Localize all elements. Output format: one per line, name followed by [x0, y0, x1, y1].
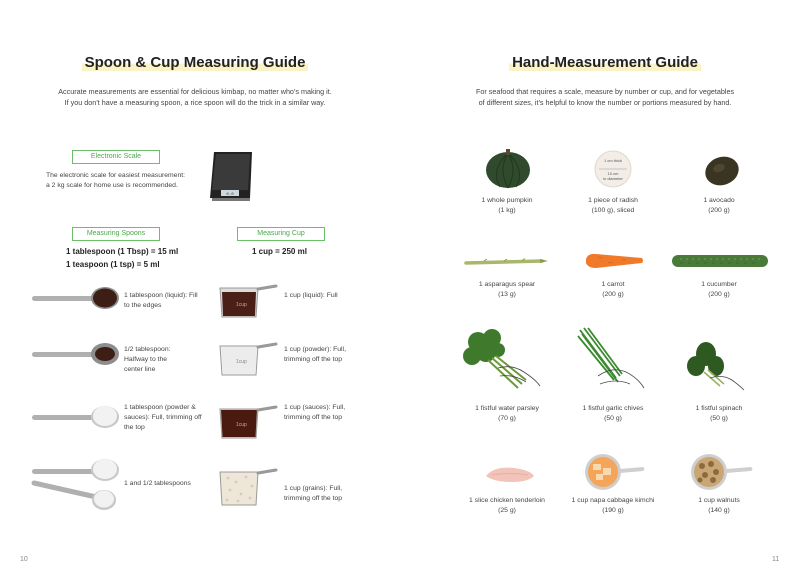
walnuts-cup-icon [689, 452, 755, 492]
cup-grains-icon [216, 468, 278, 508]
radish-slice-icon [594, 150, 632, 188]
svg-text:1cup: 1cup [236, 302, 247, 308]
spoon-liquid-full-icon [30, 285, 122, 313]
avocado-icon [702, 154, 742, 188]
right-page-number: 11 [772, 556, 780, 563]
spinach-caption: 1 fistful spinach (50 g) [695, 405, 743, 422]
spinach-icon [686, 340, 746, 392]
spoon-one-and-half-icon [30, 457, 122, 515]
scale-description: The electronic scale for easiest measurement: a 2 kg scale for home use is recommended. [46, 172, 186, 189]
water-parsley-icon [462, 328, 544, 394]
chicken-tenderloin-caption: 1 slice chicken tenderloin (25 g) [469, 497, 545, 514]
cucumber-caption: 1 cucumber (200 g) [701, 281, 737, 298]
svg-text:1cup: 1cup [236, 359, 247, 365]
measuring-cup-tag: Measuring Cup [237, 227, 325, 241]
cup-powder-icon [216, 342, 278, 378]
garlic-chives-caption: 1 fistful garlic chives (50 g) [582, 405, 644, 422]
avocado-caption: 1 avocado (200 g) [703, 197, 735, 214]
spoon-powder-text: 1 tablespoon (powder & sauces): Full, trimming off the top [124, 404, 202, 431]
chicken-tenderloin-icon [484, 464, 536, 486]
asparagus-icon [464, 256, 550, 268]
left-page-number: 10 [20, 556, 28, 563]
carrot-caption: 1 carrot (200 g) [601, 281, 625, 298]
spoon-powder-icon [30, 403, 122, 431]
measuring-spoons-tag: Measuring Spoons [72, 227, 160, 241]
spoon-one-and-half-text: 1 and 1/2 tablespoons [124, 480, 191, 487]
electronic-scale-tag: Electronic Scale [72, 150, 160, 164]
svg-text:1 cm thick: 1 cm thick [603, 158, 623, 163]
spoon-definitions: 1 tablespoon (1 Tbsp) = 15 ml 1 teaspoon (1 tsp) = 5 ml [66, 247, 179, 269]
spoon-liquid-text: 1 tablespoon (liquid): Fill to the edges [124, 292, 198, 309]
svg-text:1cup: 1cup [236, 422, 247, 428]
left-intro: Accurate measurements are essential for delicious kimbap, no matter who’s making it. If you don’t have a measuring spoon, a rice spoon will do the trick in a similar way. [58, 87, 332, 107]
cup-grains-text: 1 cup (grains): Full, trimming off the top [284, 485, 343, 502]
svg-text:in diameter: in diameter [603, 176, 623, 181]
kimchi-caption: 1 cup napa cabbage kimchi (190 g) [571, 497, 655, 514]
cup-sauces-text: 1 cup (sauces): Full, trimming off the top [284, 404, 346, 421]
cup-sauces-icon [216, 405, 278, 441]
spoon-half-text: 1/2 tablespoon: Halfway to the center line [124, 346, 171, 373]
walnuts-caption: 1 cup walnuts (140 g) [698, 497, 740, 514]
svg-text:10 cm: 10 cm [607, 171, 619, 176]
right-page-title: Hand-Measurement Guide [470, 54, 740, 71]
pumpkin-caption: 1 whole pumpkin (1 kg) [481, 197, 533, 214]
asparagus-caption: 1 asparagus spear (13 g) [478, 281, 536, 298]
left-page-title: Spoon & Cup Measuring Guide [60, 54, 330, 71]
svg-text:0.0: 0.0 [226, 193, 234, 197]
garlic-chives-icon [576, 326, 648, 394]
cucumber-icon [670, 253, 770, 269]
cup-liquid-text: 1 cup (liquid): Full [284, 292, 338, 299]
cup-liquid-icon [216, 284, 278, 320]
right-intro: For seafood that requires a scale, measure by number or cup, and for vegetables of different sizes, it’s helpful to know the number or portions measured by hand. [475, 87, 735, 107]
carrot-icon [584, 251, 646, 271]
cup-powder-text: 1 cup (powder): Full, trimming off the top [284, 346, 346, 363]
radish-caption: 1 piece of radish (100 g), sliced [588, 197, 638, 214]
spoon-half-icon [30, 341, 122, 369]
cup-definition: 1 cup = 250 ml [252, 247, 307, 256]
electronic-scale-icon [206, 150, 256, 202]
water-parsley-caption: 1 fistful water parsley (70 g) [475, 405, 539, 422]
kimchi-cup-icon [583, 452, 647, 492]
pumpkin-icon [484, 147, 532, 189]
